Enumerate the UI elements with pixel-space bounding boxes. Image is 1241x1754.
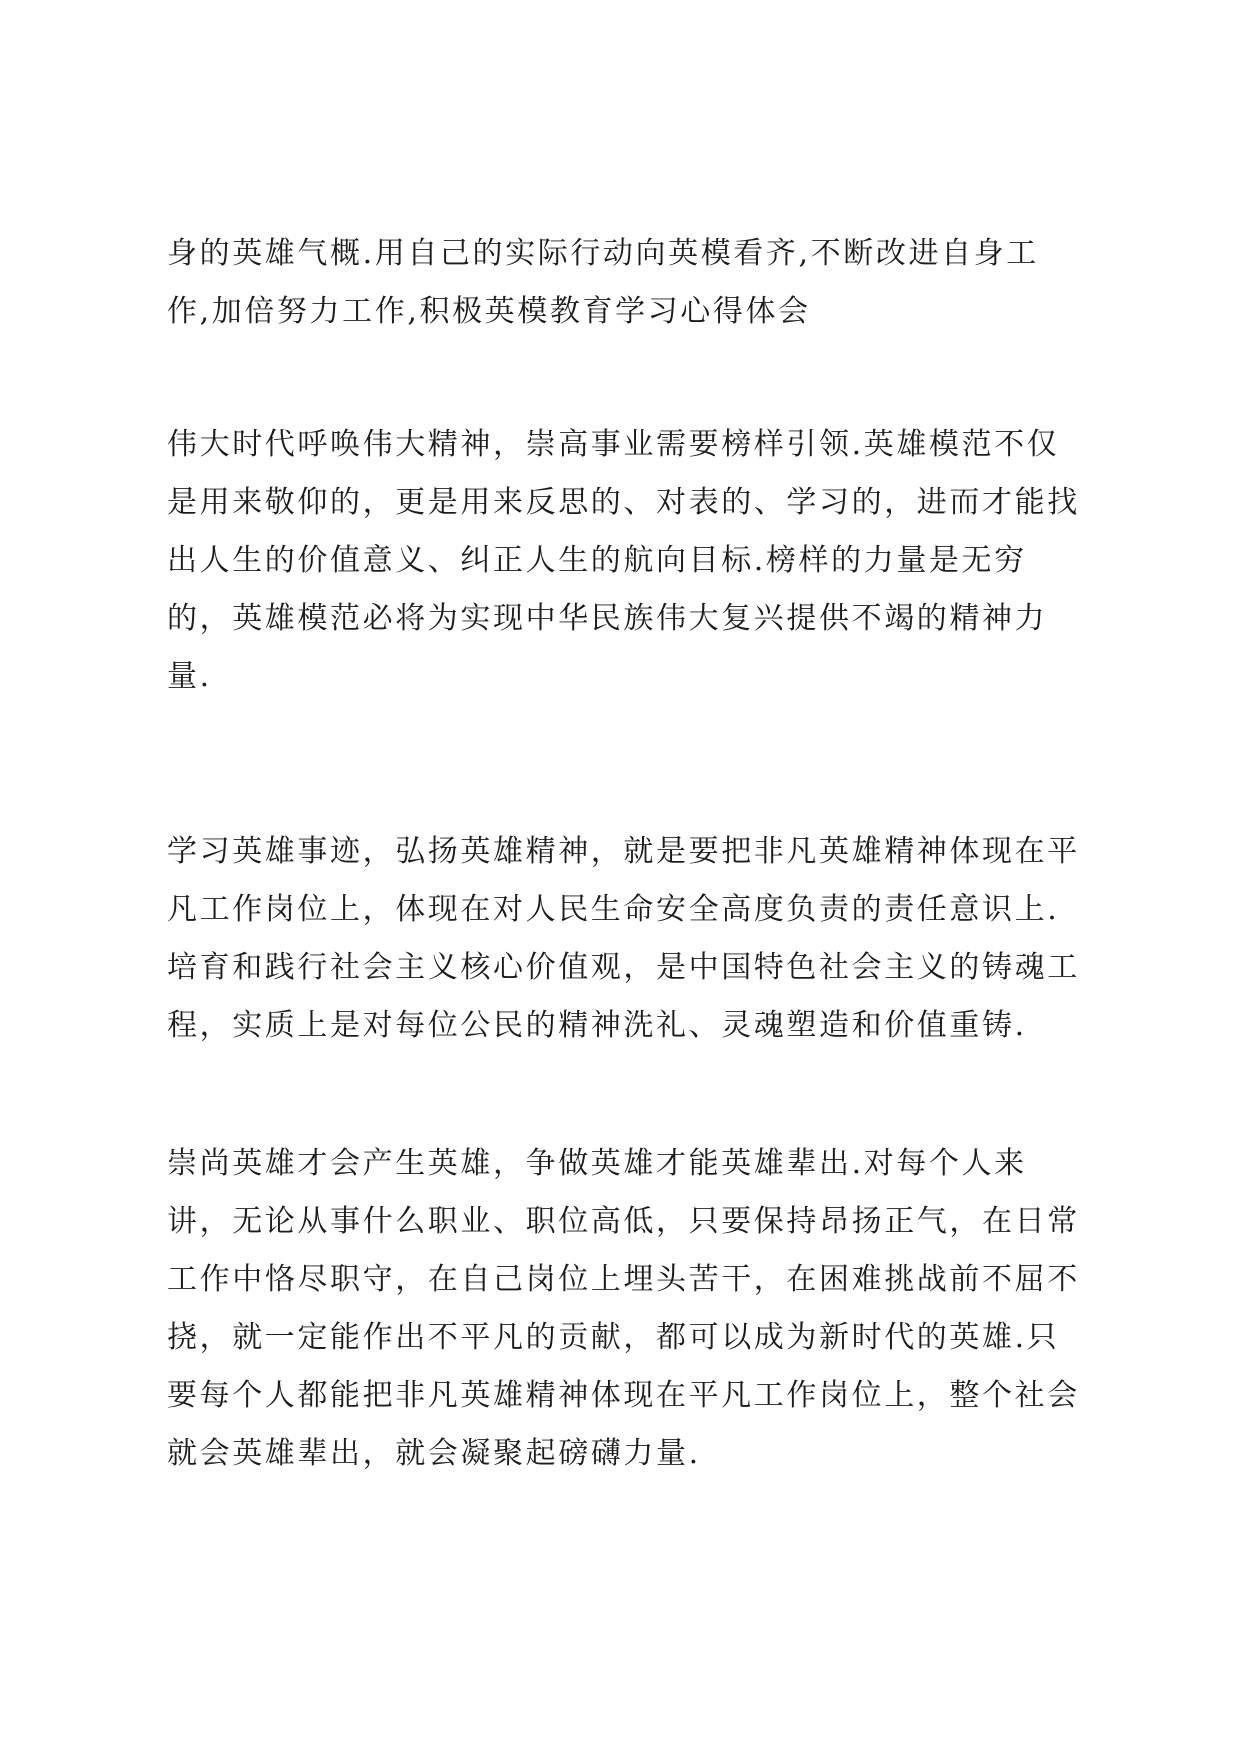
paragraph-line: 出人生的价值意义、纠正人生的航向目标.榜样的力量是无穷 xyxy=(167,543,1027,578)
paragraph-line: 要每个人都能把非凡英雄精神体现在平凡工作岗位上，整个社会 xyxy=(167,1378,1080,1413)
paragraph-line: 量. xyxy=(167,659,212,694)
paragraph-line: 伟大时代呼唤伟大精神，崇高事业需要榜样引领.英雄模范不仅 xyxy=(167,427,1060,462)
paragraph-line: 是用来敬仰的，更是用来反思的、对表的、学习的，进而才能找 xyxy=(167,485,1080,520)
paragraph-1 xyxy=(167,225,1097,341)
paragraph-line: 学习英雄事迹，弘扬英雄精神，就是要把非凡英雄精神体现在平 xyxy=(167,834,1080,869)
paragraph-line: 凡工作岗位上，体现在对人民生命安全高度负责的责任意识上. xyxy=(167,892,1060,927)
paragraph-line: 崇尚英雄才会产生英雄，争做英雄才能英雄辈出.对每个人来 xyxy=(167,1146,1027,1181)
paragraph-line: 挠，就一定能作出不平凡的贡献，都可以成为新时代的英雄.只 xyxy=(167,1320,1060,1355)
paragraph-line: 讲，无论从事什么职业、职位高低，只要保持昂扬正气，在日常 xyxy=(167,1204,1080,1239)
paragraph-line: 身的英雄气概.用自己的实际行动向英模看齐,不断改进自身工 xyxy=(167,236,1039,271)
paragraph-line: 就会英雄辈出，就会凝聚起磅礴力量. xyxy=(167,1436,701,1471)
paragraph-line: 作,加倍努力工作,积极英模教育学习心得体会 xyxy=(167,294,811,329)
paragraph-line: 程，实质上是对每位公民的精神洗礼、灵魂塑造和价值重铸. xyxy=(167,1008,1027,1043)
paragraph-line: 工作中恪尽职守，在自己岗位上埋头苦干，在困难挑战前不屈不 xyxy=(167,1262,1080,1297)
paragraph-3 xyxy=(167,823,1097,1055)
paragraph-4 xyxy=(167,1135,1097,1483)
paragraph-line: 培育和践行社会主义核心价值观，是中国特色社会主义的铸魂工 xyxy=(167,950,1080,985)
paragraph-2 xyxy=(167,416,1097,706)
paragraph-line: 的，英雄模范必将为实现中华民族伟大复兴提供不竭的精神力 xyxy=(167,601,1048,636)
